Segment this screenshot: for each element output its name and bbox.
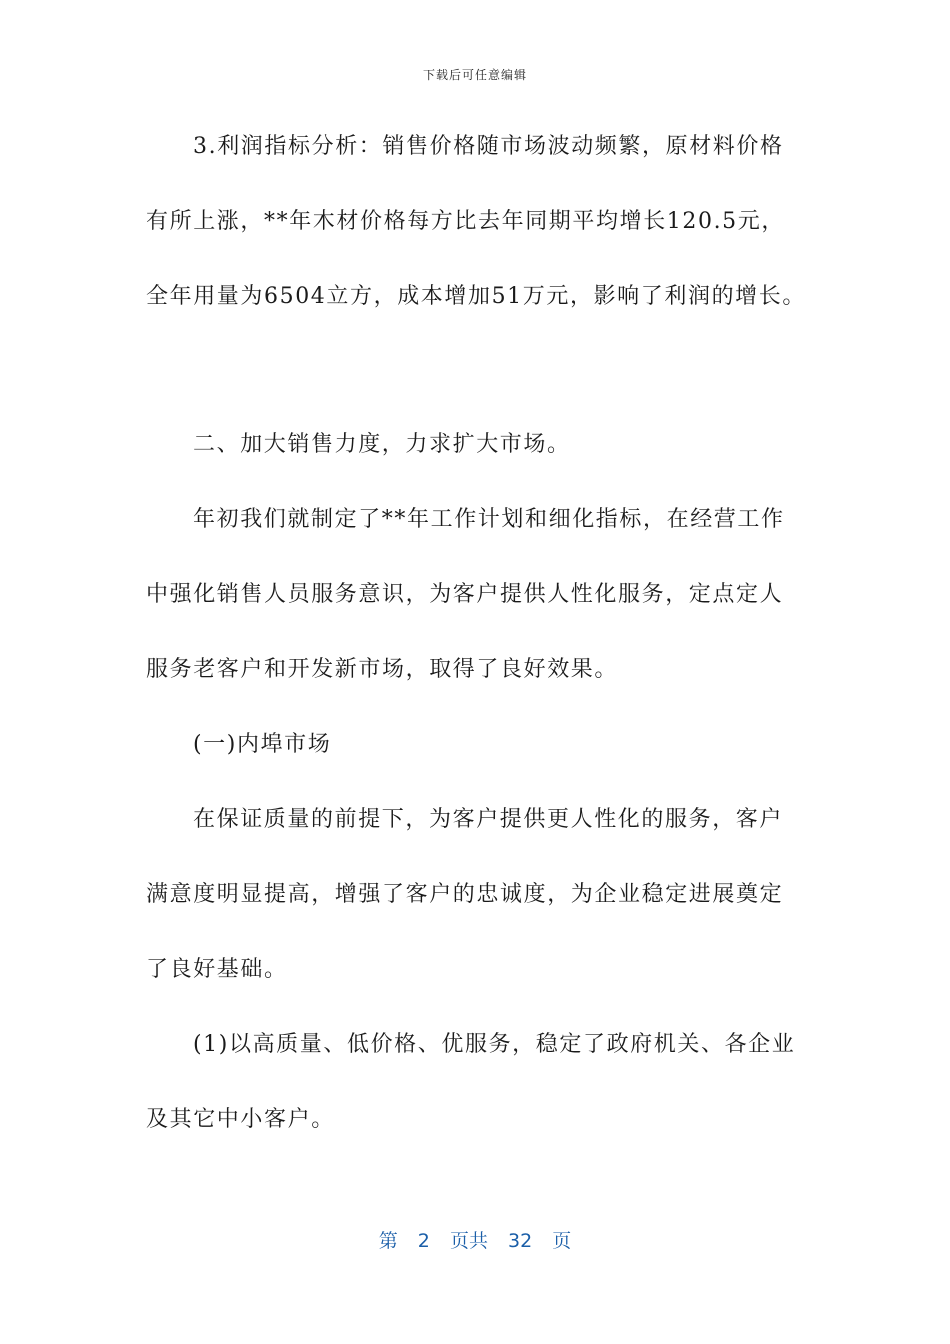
paragraph-line: 3.利润指标分析：销售价格随市场波动频繁，原材料价格 xyxy=(193,134,784,159)
footer-current-page: 2 xyxy=(417,1230,430,1252)
paragraph-line: 年初我们就制定了**年工作计划和细化指标，在经营工作 xyxy=(193,507,785,532)
section-heading: 二、加大销售力度，力求扩大市场。 xyxy=(193,432,571,457)
subsection-heading: (一)内埠市场 xyxy=(193,732,332,757)
footer-middle: 页共 xyxy=(449,1230,488,1252)
paragraph-line: 全年用量为6504立方，成本增加51万元，影响了利润的增长。 xyxy=(146,284,806,309)
footer-prefix: 第 xyxy=(378,1230,398,1252)
paragraph-line: (1)以高质量、低价格、优服务，稳定了政府机关、各企业 xyxy=(193,1032,796,1057)
paragraph-line: 满意度明显提高，增强了客户的忠诚度，为企业稳定进展奠定 xyxy=(146,882,784,907)
footer-suffix: 页 xyxy=(552,1230,572,1252)
paragraph-line: 有所上涨，**年木材价格每方比去年同期平均增长120.5元， xyxy=(146,209,785,234)
page-number-footer xyxy=(0,1226,950,1253)
paragraph-line: 服务老客户和开发新市场，取得了良好效果。 xyxy=(146,657,619,682)
paragraph-line: 及其它中小客户。 xyxy=(146,1107,335,1132)
footer-total-pages: 32 xyxy=(508,1230,533,1252)
page-header-note: 下载后可任意编辑 xyxy=(422,68,527,82)
paragraph-line: 在保证质量的前提下，为客户提供更人性化的服务，客户 xyxy=(193,807,784,832)
paragraph-line: 中强化销售人员服务意识，为客户提供人性化服务，定点定人 xyxy=(146,582,784,607)
paragraph-line: 了良好基础。 xyxy=(146,957,288,982)
